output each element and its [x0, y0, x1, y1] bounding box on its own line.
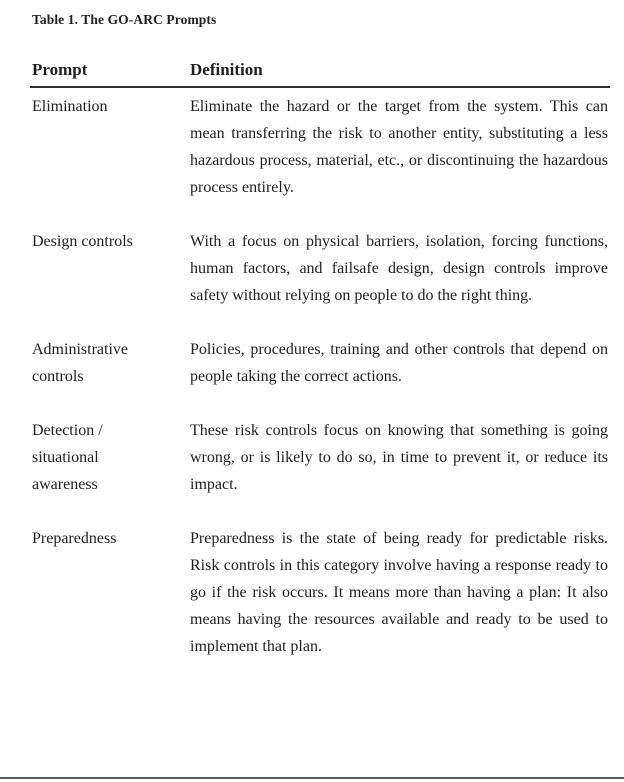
column-header-prompt: Prompt	[32, 60, 88, 79]
column-header-definition: Definition	[190, 60, 263, 79]
definition-cell: Eliminate the hazard or the target from the system. This can mean transferring the risk to another entity, substituting a less hazardous process, material, etc., or discontinuing the hazardous process entirely.	[190, 98, 608, 196]
table-row	[32, 336, 608, 390]
prompt-cell: Preparedness	[32, 530, 117, 547]
table-caption: Table 1. The GO-ARC Prompts	[32, 12, 217, 27]
definition-cell: These risk controls focus on knowing that something is going wrong, or is likely to do so, in time to prevent it, or reduce its impact.	[190, 422, 608, 493]
header-rule	[30, 86, 610, 88]
table-bottom-rule	[0, 777, 624, 779]
definition-cell: Policies, procedures, training and other controls that depend on people taking the correct actions.	[190, 341, 608, 385]
table-row	[32, 228, 608, 309]
table-header-row	[32, 60, 608, 80]
definition-cell: Preparedness is the state of being ready for predictable risks. Risk controls in this category involve having a response ready to go if the risk occurs. It means more than having a plan: It also means having the resources available and ready to be used to implement that plan.	[190, 530, 608, 655]
table-row	[32, 525, 608, 660]
prompt-cell: Detection / situational awareness	[32, 422, 103, 493]
table-row	[32, 93, 608, 201]
table-body	[32, 93, 608, 660]
table-row	[32, 417, 608, 498]
prompt-cell: Design controls	[32, 233, 133, 250]
prompt-cell: Administrative controls	[32, 341, 128, 385]
prompt-cell: Elimination	[32, 98, 108, 115]
definition-cell: With a focus on physical barriers, isolation, forcing functions, human factors, and failsafe design, design controls improve safety without relying on people to do the right thing.	[190, 233, 608, 304]
